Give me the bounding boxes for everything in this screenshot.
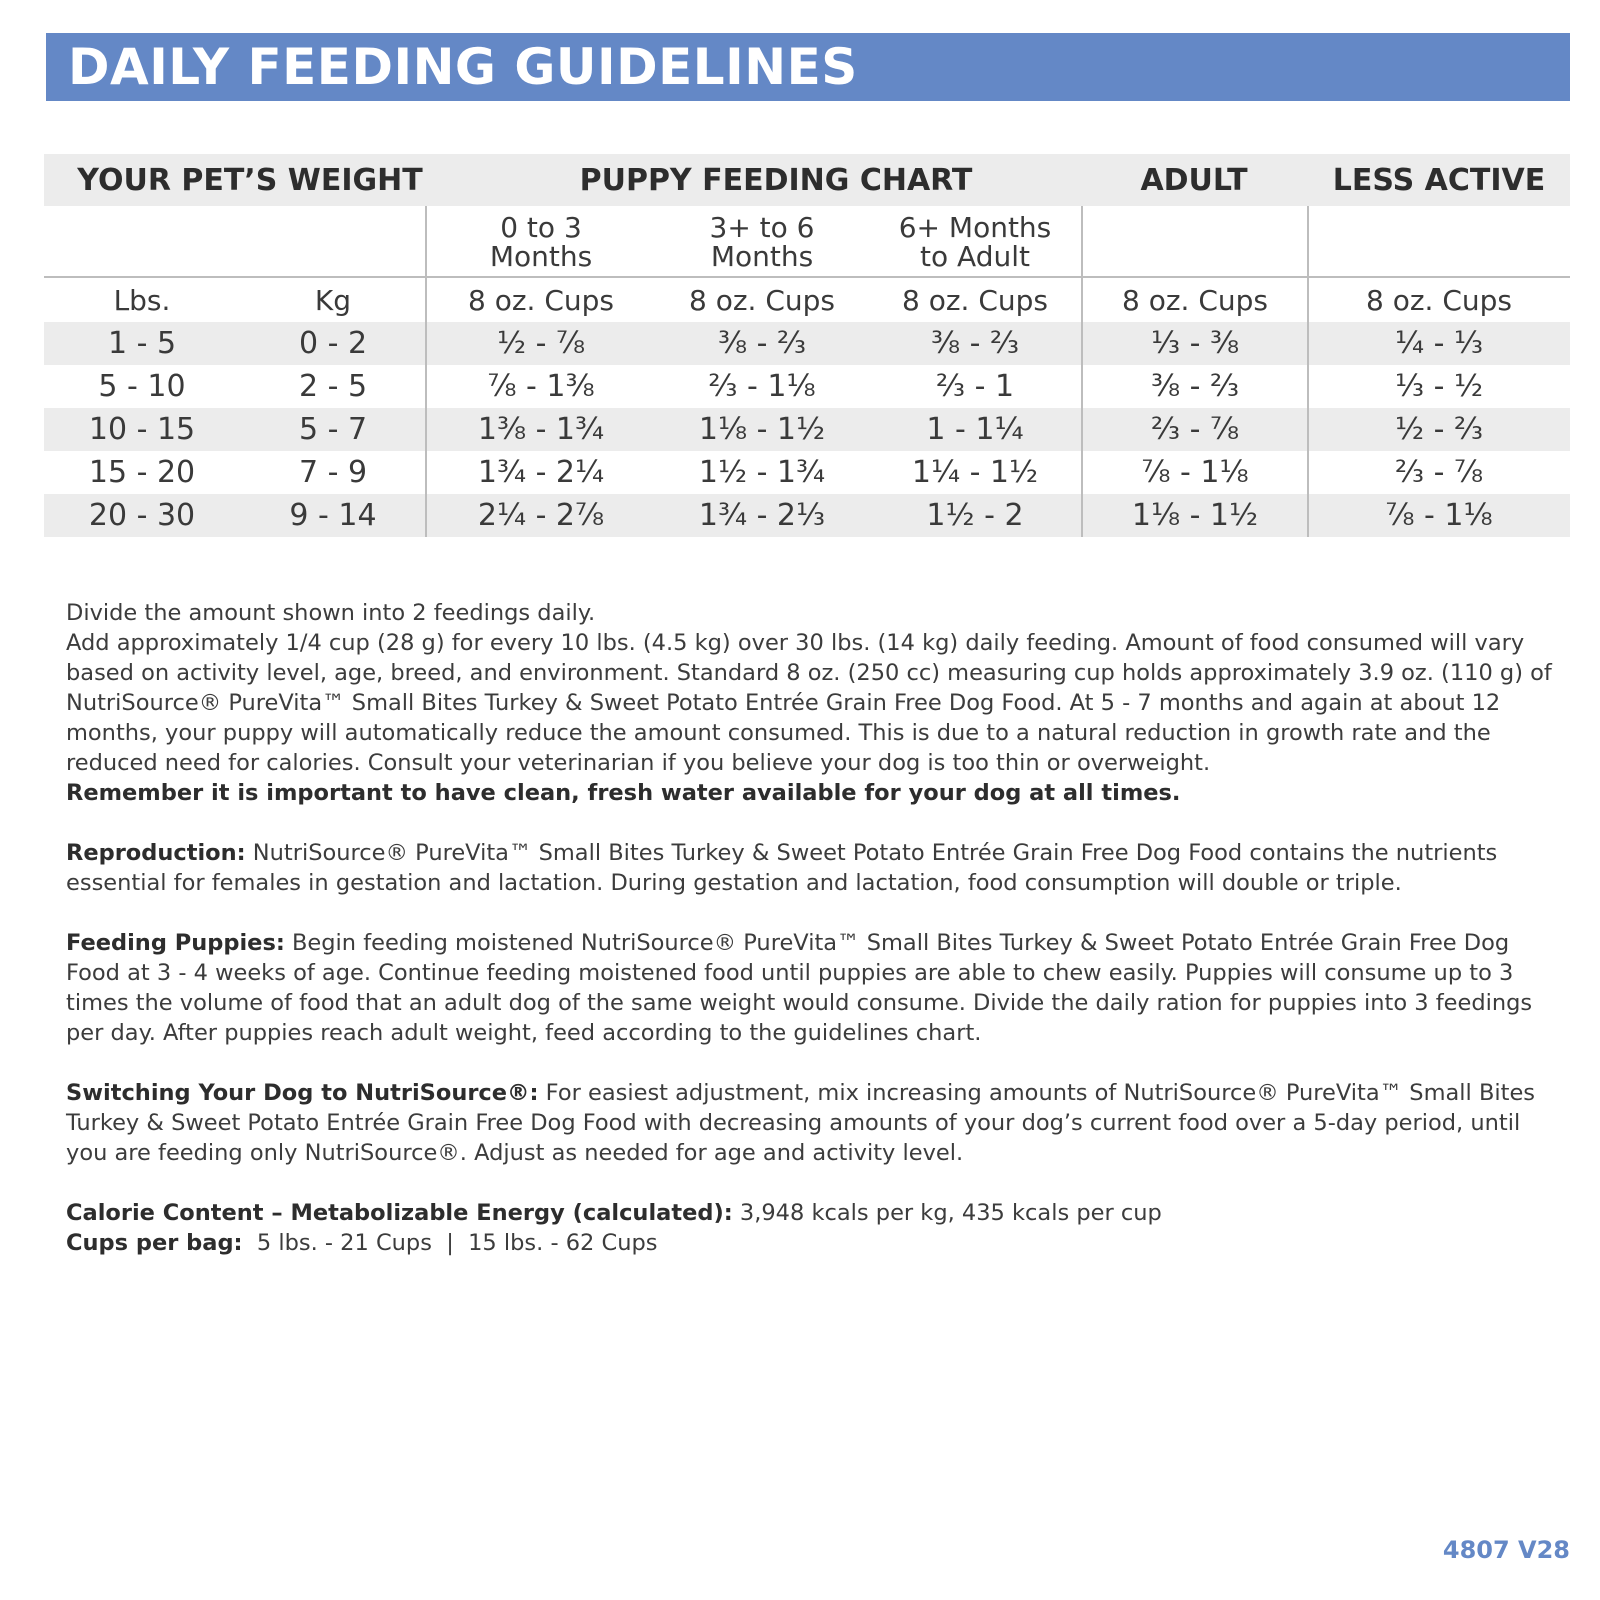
header-adult: ADULT: [1140, 162, 1248, 198]
table-row: [44, 408, 1570, 451]
unit-cell: 8 oz. Cups: [688, 283, 835, 317]
table-cell: 5 - 7: [298, 412, 368, 447]
table-cell: 1 - 5: [107, 326, 177, 361]
table-cell: 20 - 30: [88, 498, 196, 533]
cups-label: Cups per bag:: [66, 1230, 243, 1256]
table-row: [44, 322, 1570, 365]
table-divider: [1307, 206, 1309, 537]
unit-cell: 8 oz. Cups: [1365, 283, 1512, 317]
table-cell: 10 - 15: [88, 412, 196, 447]
table-cell: 2¼ - 2⅞: [477, 498, 605, 533]
reproduction-label: Reproduction:: [66, 840, 246, 866]
calorie-paragraph: [66, 1198, 1556, 1228]
divide-note: Divide the amount shown into 2 feedings daily.: [66, 600, 596, 626]
table-cell: 9 - 14: [289, 498, 377, 533]
table-cell: 1¾ - 2¼: [477, 455, 605, 490]
table-subheader-row: [44, 208, 1570, 276]
switching-label: Switching Your Dog to NutriSource®:: [66, 1080, 539, 1106]
table-cell: 0 - 2: [298, 326, 368, 361]
spacer: [66, 1168, 1556, 1198]
table-cell: 1⅜ - 1¾: [477, 412, 605, 447]
calorie-label: Calorie Content – Metabolizable Energy (calculated):: [66, 1200, 733, 1226]
subheader-3-6-months: 3+ to 6 Months: [709, 211, 815, 273]
table-cell: ⅔ - 1⅛: [708, 369, 816, 404]
table-divider: [425, 206, 427, 537]
calorie-text: 3,948 kcals per kg, 435 kcals per cup: [732, 1200, 1162, 1226]
page-title: DAILY FEEDING GUIDELINES: [68, 38, 858, 96]
puppies-label: Feeding Puppies:: [66, 930, 285, 956]
table-cell: 1 - 1¼: [926, 412, 1024, 447]
unit-cell: Lbs.: [113, 283, 171, 317]
table-cell: 15 - 20: [88, 455, 196, 490]
table-cell: 1¼ - 1½: [911, 455, 1039, 490]
table-header-row: [44, 154, 1570, 206]
cups-paragraph: [66, 1228, 1556, 1258]
add-note: Add approximately 1/4 cup (28 g) for every 10 lbs. (4.5 kg) over 30 lbs. (14 kg) daily feeding. Amount of food consumed will vary based on activity level, age, breed, and environment. Standard 8 oz. (250 cc) measuring cup holds approximately 3.9 oz. (110 g) of NutriSource® PureVita™ Small Bites Turkey & Sweet Potato Entrée Grain Free Dog Food. At 5 - 7 months and again at about 12 months, your puppy will automatically reduce the amount consumed. This is due to a natural reduction in growth rate and the reduced need for calories. Consult your veterinarian if you believe your dog is too thin or overweight.: [66, 630, 1552, 776]
table-divider: [1081, 206, 1083, 537]
table-row: [44, 365, 1570, 408]
cups-text: 5 lbs. - 21 Cups | 15 lbs. - 62 Cups: [242, 1230, 658, 1256]
table-cell: ⅜ - ⅔: [717, 326, 807, 361]
subheader-0-3-months: 0 to 3 Months: [489, 211, 593, 273]
reproduction-paragraph: [66, 838, 1556, 898]
table-cell: ¼ - ⅓: [1394, 326, 1484, 361]
table-units-row: [44, 278, 1570, 322]
table-cell: ⅞ - 1⅛: [1141, 455, 1249, 490]
subheader-6-months-adult: 6+ Months to Adult: [898, 211, 1052, 273]
switching-text: For easiest adjustment, mix increasing amounts of NutriSource® PureVita™ Small Bites Turkey & Sweet Potato Entrée Grain Free Dog Food with decreasing amounts of your dog’s current food over a 5-day period, until you are feeding only NutriSource®. Adjust as needed for age and activity level.: [66, 1080, 1536, 1166]
table-cell: ⅔ - ⅞: [1150, 412, 1240, 447]
table-cell: ½ - ⅔: [1394, 412, 1484, 447]
puppies-text: Begin feeding moistened NutriSource® PureVita™ Small Bites Turkey & Sweet Potato Entrée Grain Free Dog Food at 3 - 4 weeks of age. Continue feeding moistened food until puppies are able to chew easily. Puppies will consume up to 3 times the volume of food that an adult dog of the same weight would consume. Divide the daily ration for puppies into 3 feedings per day. After puppies reach adult weight, feed according to the guidelines chart.: [66, 930, 1533, 1046]
unit-cell: 8 oz. Cups: [901, 283, 1048, 317]
header-puppy: PUPPY FEEDING CHART: [579, 162, 973, 198]
table-cell: 1½ - 2: [926, 498, 1024, 533]
spacer: [66, 808, 1556, 838]
table-row: [44, 494, 1570, 537]
table-cell: 7 - 9: [298, 455, 368, 490]
table-cell: ⅓ - ⅜: [1150, 326, 1240, 361]
table-cell: 1⅛ - 1½: [698, 412, 826, 447]
unit-cell: 8 oz. Cups: [467, 283, 614, 317]
table-row: [44, 451, 1570, 494]
puppies-paragraph: [66, 928, 1556, 1048]
table-cell: ⅔ - 1: [935, 369, 1015, 404]
table-cell: ⅔ - ⅞: [1394, 455, 1484, 490]
version-code: 4807 V28: [1442, 1536, 1570, 1564]
header-weight: YOUR PET’S WEIGHT: [77, 162, 423, 198]
unit-cell: Kg: [314, 283, 352, 317]
table-cell: 1¾ - 2⅓: [698, 498, 826, 533]
table-cell: ½ - ⅞: [496, 326, 586, 361]
unit-cell: 8 oz. Cups: [1121, 283, 1268, 317]
switching-paragraph: [66, 1078, 1556, 1168]
table-cell: ⅜ - ⅔: [1150, 369, 1240, 404]
table-cell: ⅓ - ½: [1394, 369, 1484, 404]
table-cell: 2 - 5: [298, 369, 368, 404]
table-cell: ⅞ - 1⅛: [1385, 498, 1493, 533]
feeding-notes: [66, 598, 1556, 1258]
table-cell: ⅜ - ⅔: [930, 326, 1020, 361]
table-cell: 1½ - 1¾: [698, 455, 826, 490]
table-cell: ⅞ - 1⅜: [487, 369, 595, 404]
spacer: [66, 1048, 1556, 1078]
water-note: Remember it is important to have clean, fresh water available for your dog at all times.: [66, 780, 1181, 806]
reproduction-text: NutriSource® PureVita™ Small Bites Turkey & Sweet Potato Entrée Grain Free Dog Food contains the nutrients essential for females in gestation and lactation. During gestation and lactation, food consumption will double or triple.: [66, 840, 1498, 896]
table-rule: [44, 276, 1570, 278]
header-less-active: LESS ACTIVE: [1332, 162, 1546, 198]
title-banner: [46, 33, 1570, 101]
table-cell: 5 - 10: [98, 369, 186, 404]
spacer: [66, 898, 1556, 928]
table-cell: 1⅛ - 1½: [1131, 498, 1259, 533]
